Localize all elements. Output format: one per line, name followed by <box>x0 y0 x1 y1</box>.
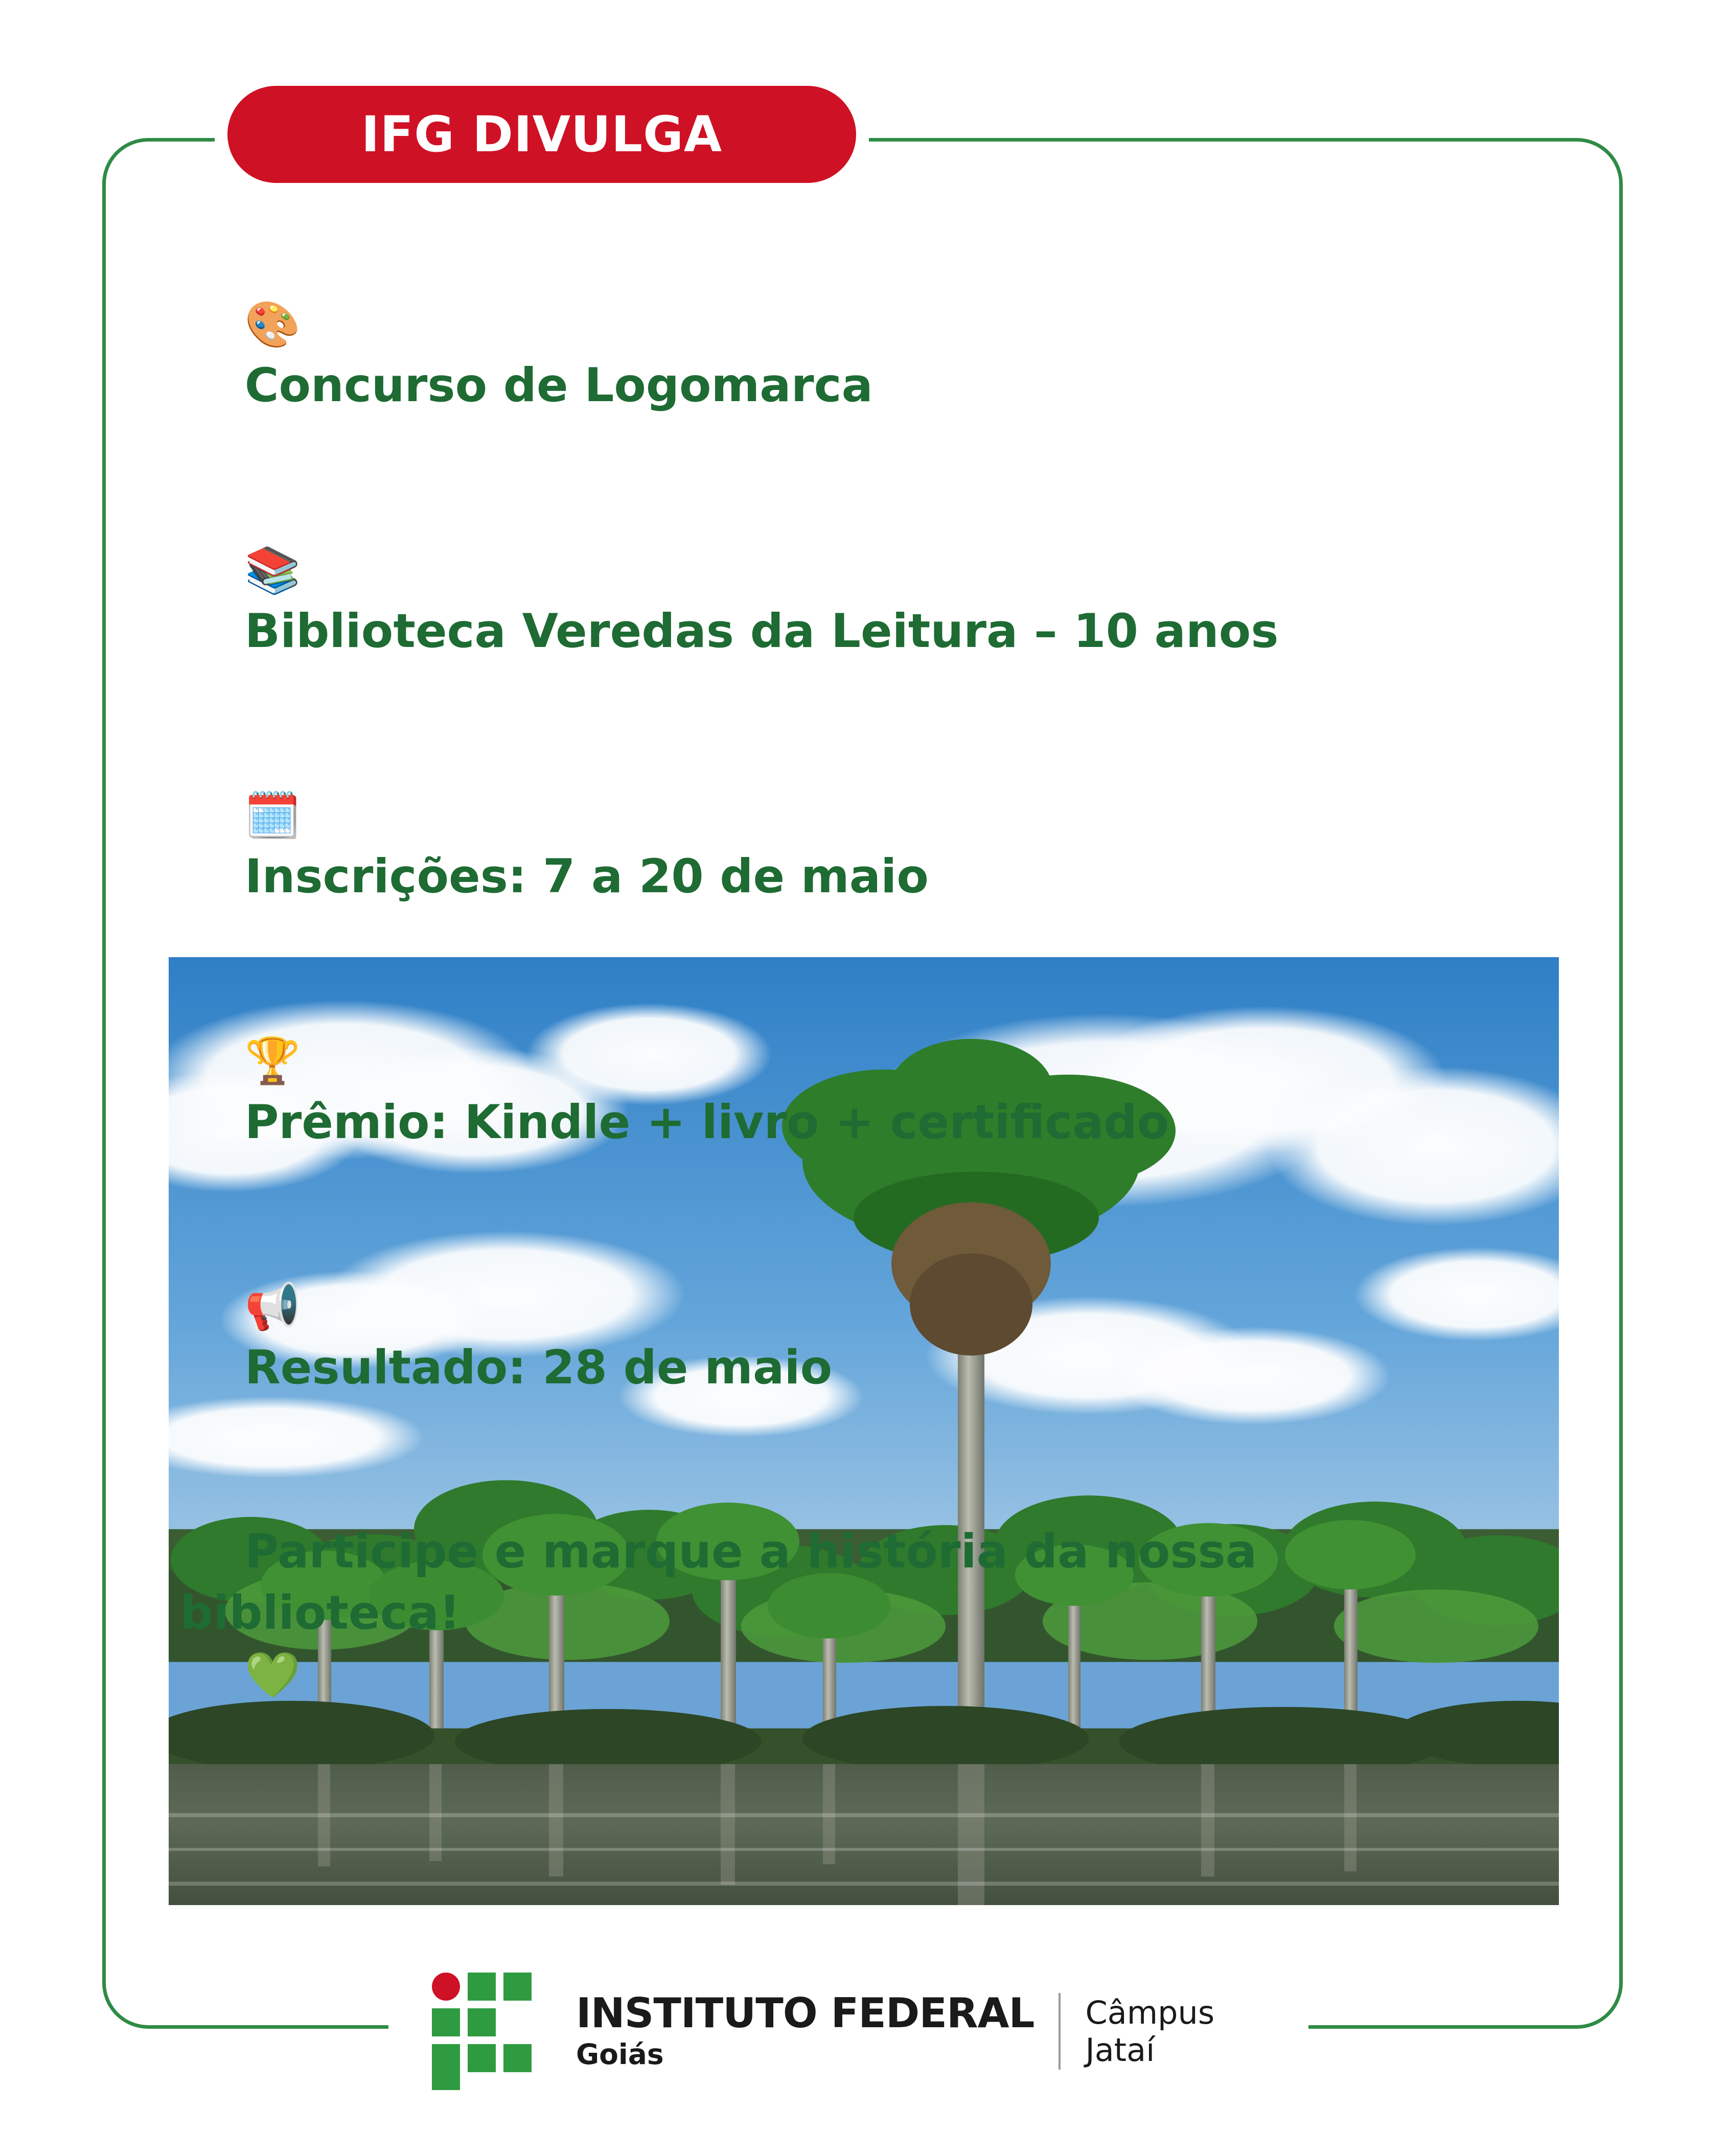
institute-name: INSTITUTO FEDERAL <box>576 1989 1034 2037</box>
announcement-line-text: Resultado: 28 de maio <box>244 1340 833 1395</box>
announcement-line <box>180 478 1458 723</box>
calendar-emoji: 🗓️ <box>244 789 301 842</box>
announcement-line-text: Biblioteca Veredas da Leitura – 10 anos <box>244 604 1279 658</box>
announcement-line-text: Concurso de Logomarca <box>244 359 873 413</box>
announcement-line-text: Inscrições: 7 a 20 de maio <box>244 850 929 904</box>
announcement-closing-text: Participe e marque a história da nossa biblioteca! <box>180 1525 1273 1640</box>
announcement-line-text: Prêmio: Kindle + livro + certificado <box>244 1095 1169 1149</box>
ifg-wordmark <box>576 1989 1034 2071</box>
announcement-line <box>180 233 1458 478</box>
institute-state: Goiás <box>576 2037 664 2071</box>
palette-emoji: 🎨 <box>244 298 301 351</box>
green-heart-emoji: 💚 <box>244 1648 301 1701</box>
ifg-logo-mark-icon <box>432 1973 549 2090</box>
campus-label: Câmpus <box>1085 1993 1215 2031</box>
loudspeaker-emoji: 📢 <box>244 1280 301 1333</box>
trophy-emoji: 🏆 <box>244 1034 301 1087</box>
announcement-line <box>180 1215 1458 1460</box>
announcement-line <box>180 969 1458 1214</box>
ifg-divulga-badge <box>227 86 856 183</box>
footer-divider <box>1059 1993 1061 2070</box>
books-emoji: 📚 <box>244 543 301 596</box>
announcement-line <box>180 724 1458 969</box>
announcement-text <box>180 233 1458 1767</box>
campus-block <box>1085 1994 1214 2069</box>
announcement-closing <box>180 1460 1458 1767</box>
badge-label: IFG DIVULGA <box>361 106 723 163</box>
ifg-footer-logo <box>432 1973 1301 2090</box>
campus-name: Jataí <box>1085 2031 1155 2069</box>
